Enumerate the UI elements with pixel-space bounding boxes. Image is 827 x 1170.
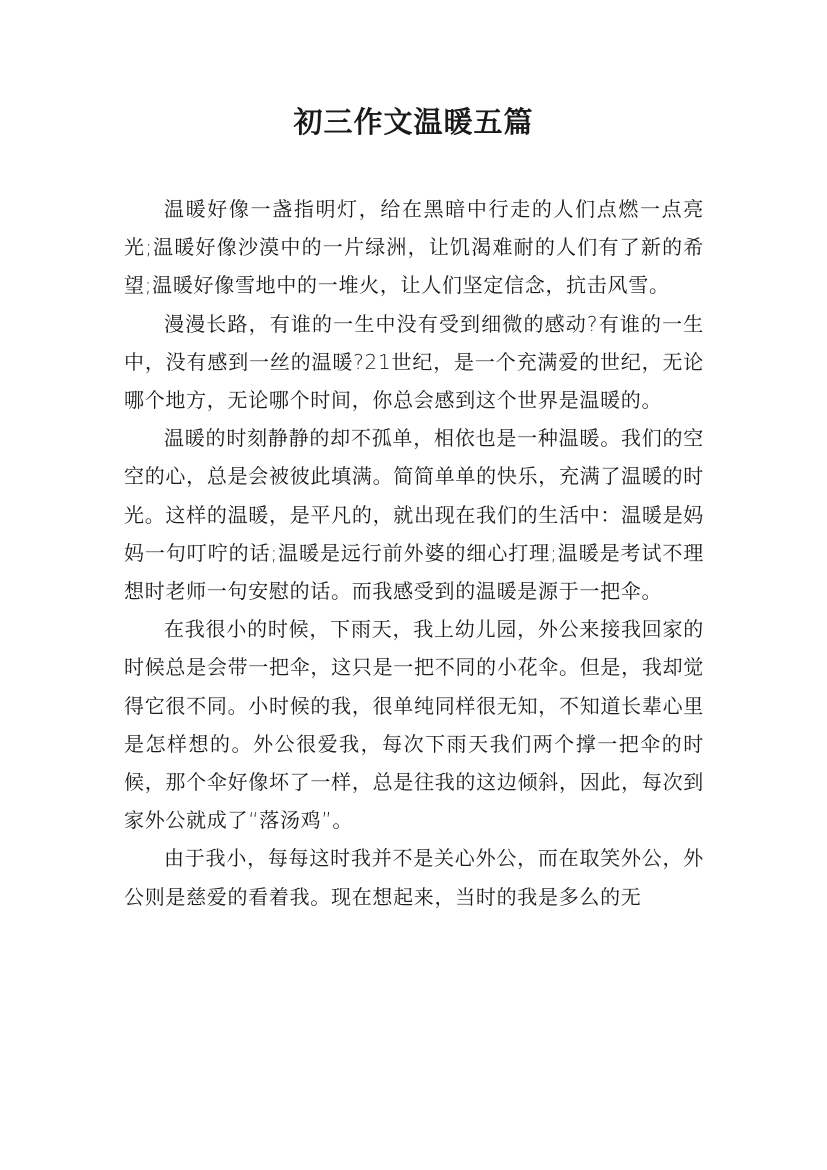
paragraph: 温暖的时刻静静的却不孤单，相依也是一种温暖。我们的空空的心，总是会被彼此填满。简简单单的快乐，充满了温暖的时光。这样的温暖，是平凡的，就出现在我们的生活中：温暖是妈妈一句叮咛的话;温暖是远行前外婆的细心打理;温暖是考试不理想时老师一句安慰的话。而我感受到的温暖是源于一把伞。 — [124, 426, 704, 604]
paragraph: 温暖好像一盏指明灯，给在黑暗中行走的人们点燃一点亮光;温暖好像沙漠中的一片绿洲，让饥渴难耐的人们有了新的希望;温暖好像雪地中的一堆火，让人们坚定信念，抗击风雪。 — [124, 197, 704, 298]
paragraph: 由于我小，每每这时我并不是关心外公，而在取笑外公，外公则是慈爱的看着我。现在想起来，当时的我是多么的无 — [124, 846, 704, 909]
paragraph: 在我很小的时候，下雨天，我上幼儿园，外公来接我回家的时候总是会带一把伞，这只是一把不同的小花伞。但是，我却觉得它很不同。小时候的我，很单纯同样很无知，不知道长辈心里是怎样想的。外公很爱我，每次下雨天我们两个撑一把伞的时候，那个伞好像坏了一样，总是往我的这边倾斜，因此，每次到家外公就成了“落汤鸡”。 — [124, 617, 704, 833]
paragraph: 漫漫长路，有谁的一生中没有受到细微的感动?有谁的一生中，没有感到一丝的温暖?21世纪，是一个充满爱的世纪，无论哪个地方，无论哪个时间，你总会感到这个世界是温暖的。 — [124, 311, 704, 413]
document-body — [124, 190, 704, 916]
document-title: 初三作文温暖五篇 — [293, 105, 534, 139]
